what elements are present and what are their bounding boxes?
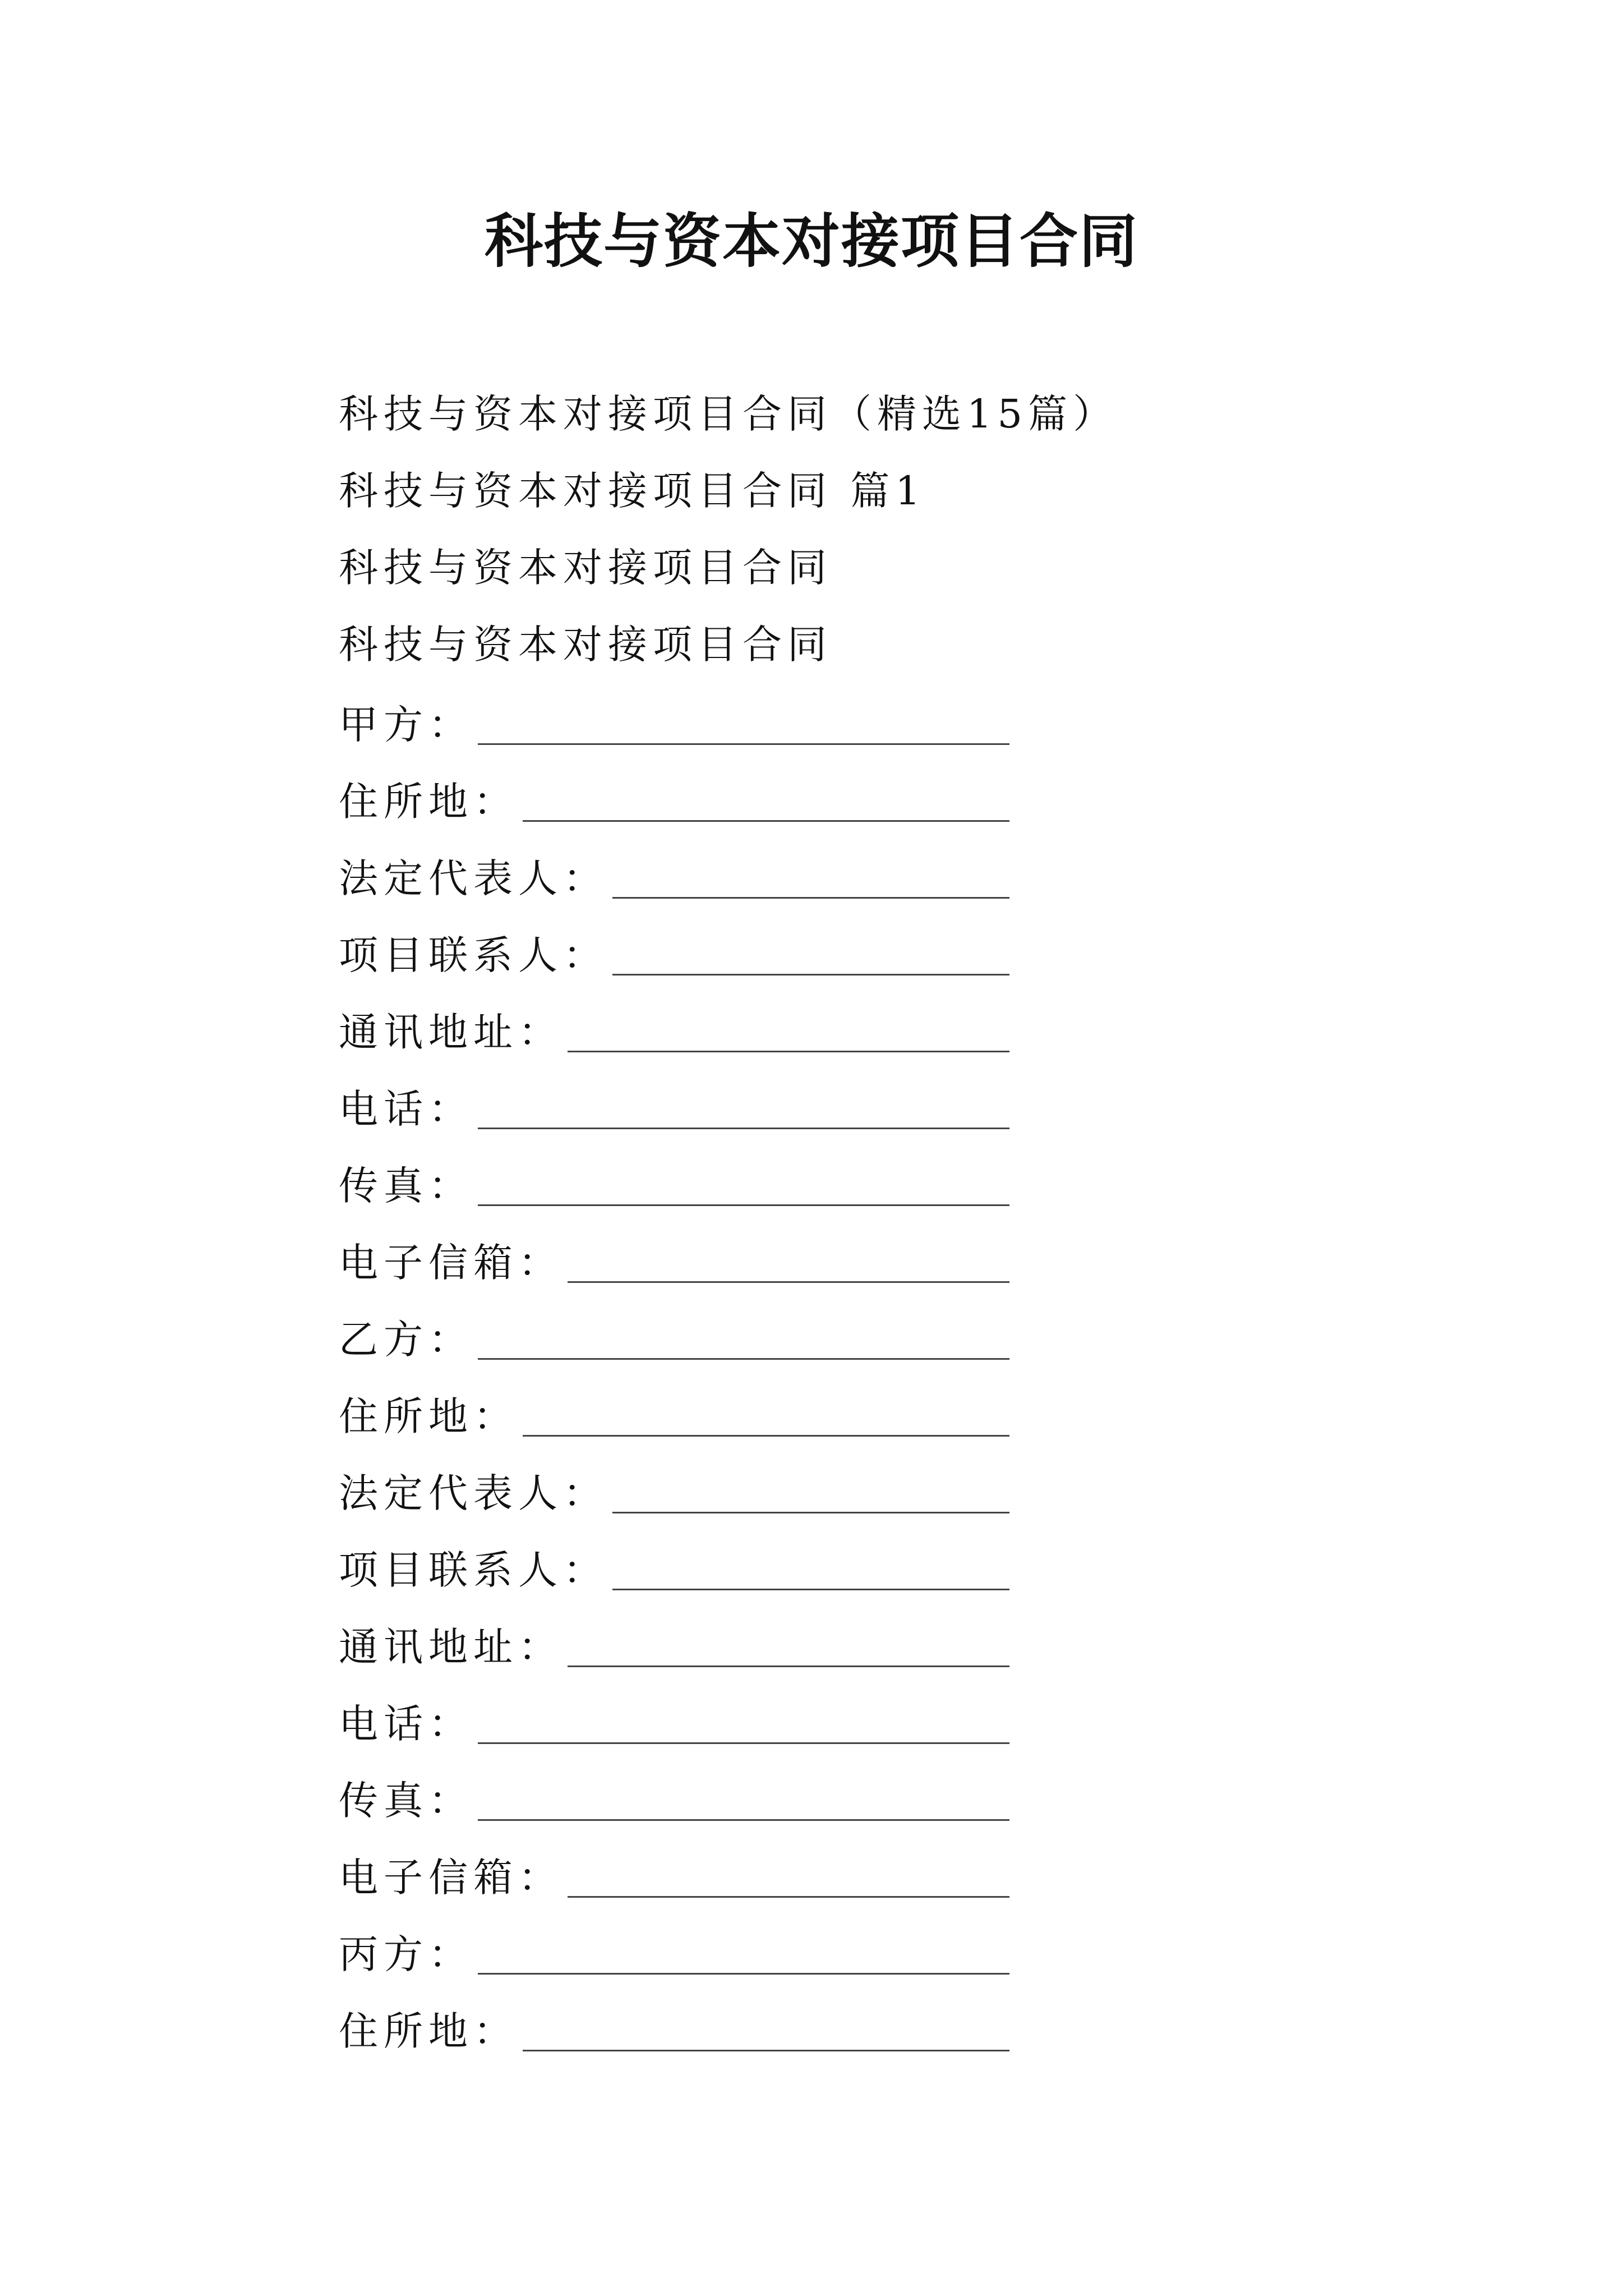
form-field-row (339, 1144, 1292, 1221)
intro-line: 科技与资本对接项目合同（精选15篇） (339, 391, 1118, 437)
field-label: 电子信箱： (339, 1240, 563, 1286)
field-label: 住所地： (339, 1393, 518, 1439)
form-field-row (339, 991, 1292, 1068)
form-field-row (339, 1990, 1292, 2067)
field-label: 项目联系人： (339, 1547, 608, 1593)
field-label: 电子信箱： (339, 1855, 563, 1901)
field-label: 甲方： (339, 702, 473, 748)
field-label: 传真： (339, 1163, 473, 1209)
form-field-row (339, 1913, 1292, 1990)
field-blank-line[interactable] (612, 1471, 1009, 1510)
field-blank-line[interactable] (478, 1932, 1009, 1971)
field-blank-line[interactable] (612, 1548, 1009, 1587)
form-field-row (339, 1682, 1292, 1759)
form-field-row (339, 1759, 1292, 1836)
field-blank-line[interactable] (478, 1087, 1009, 1126)
field-label: 法定代表人： (339, 1470, 608, 1516)
field-label: 电话： (339, 1701, 473, 1747)
form-field-row (339, 1221, 1292, 1298)
field-label: 乙方： (339, 1317, 473, 1363)
field-blank-line[interactable] (478, 1163, 1009, 1203)
field-label: 住所地： (339, 779, 518, 825)
field-label: 电话： (339, 1086, 473, 1132)
field-blank-line[interactable] (568, 1010, 1009, 1049)
form-field-row (339, 1529, 1292, 1605)
field-label: 丙方： (339, 1931, 473, 1977)
form-field-row (339, 914, 1292, 991)
field-blank-line[interactable] (523, 2009, 1009, 2048)
form-field-row (339, 837, 1292, 914)
form-field-row (339, 1605, 1292, 1682)
field-blank-line[interactable] (568, 1240, 1009, 1280)
field-blank-line[interactable] (612, 933, 1009, 972)
form-field-row (339, 1836, 1292, 1913)
form-field-row (339, 1298, 1292, 1375)
form-field-row (339, 760, 1292, 837)
party-fields (339, 683, 1292, 2067)
field-blank-line[interactable] (478, 1778, 1009, 1818)
field-blank-line[interactable] (523, 1394, 1009, 1433)
intro-line: 科技与资本对接项目合同 (339, 622, 832, 668)
field-label: 法定代表人： (339, 855, 608, 901)
intro-line: 科技与资本对接项目合同 篇1 (339, 468, 926, 514)
field-label: 通讯地址： (339, 1009, 563, 1055)
form-field-row (339, 1452, 1292, 1529)
field-blank-line[interactable] (478, 1701, 1009, 1741)
form-field-row (339, 1375, 1292, 1452)
form-field-row (339, 683, 1292, 760)
field-blank-line[interactable] (523, 779, 1009, 818)
document-body (339, 376, 1292, 2067)
field-label: 传真： (339, 1778, 473, 1824)
field-label: 项目联系人： (339, 932, 608, 978)
field-blank-line[interactable] (568, 1855, 1009, 1894)
field-label: 住所地： (339, 2008, 518, 2054)
field-blank-line[interactable] (478, 702, 1009, 742)
form-field-row (339, 1068, 1292, 1144)
field-label: 通讯地址： (339, 1624, 563, 1670)
field-blank-line[interactable] (612, 856, 1009, 895)
document-title: 科技与资本对接项目合同 (484, 206, 1138, 275)
field-blank-line[interactable] (478, 1317, 1009, 1356)
field-blank-line[interactable] (568, 1625, 1009, 1664)
intro-line: 科技与资本对接项目合同 (339, 545, 832, 591)
